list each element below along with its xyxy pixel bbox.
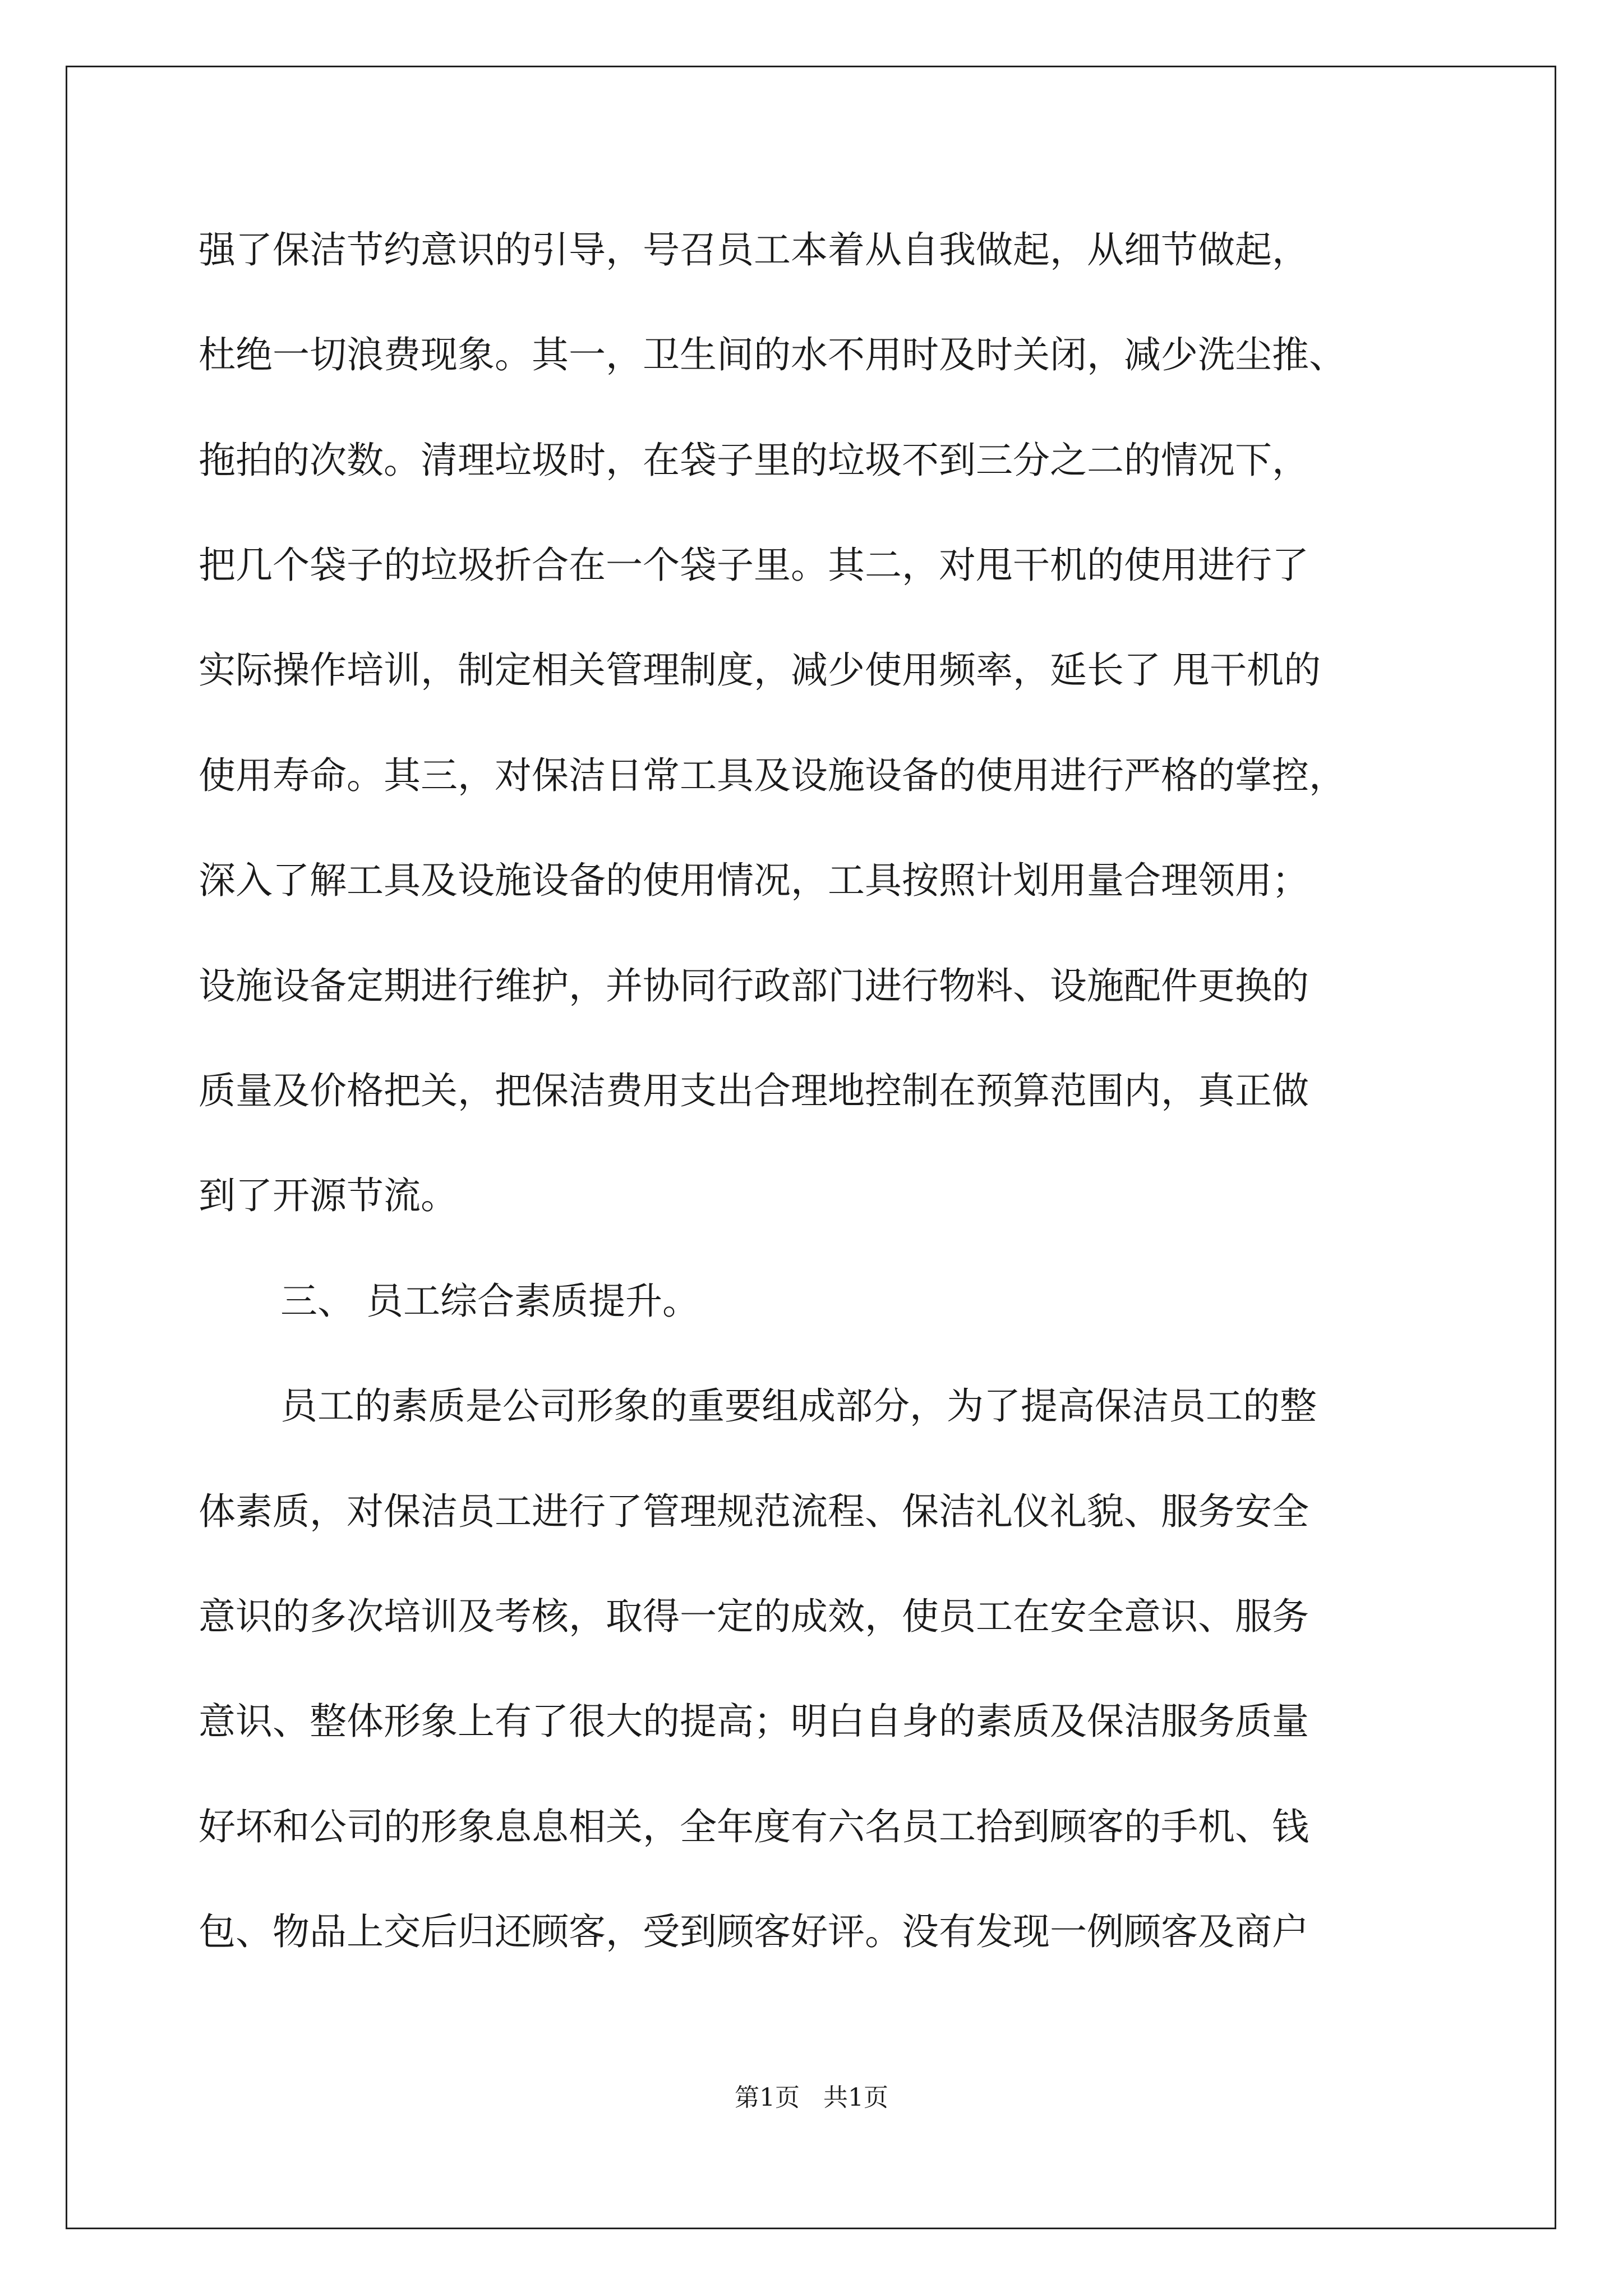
paragraph-line: 体素质，对保洁员工进行了管理规范流程、保洁礼仪礼貌、服务安全 (199, 1490, 1309, 1533)
paragraph-line: 深入了解工具及设施设备的使用情况，工具按照计划用量合理领用； (199, 859, 1309, 902)
page-footer: 第1页 共1页 (735, 2083, 888, 2112)
paragraph-line: 质量及价格把关，把保洁费用支出合理地控制在预算范围内，真正做 (199, 1069, 1309, 1112)
paragraph-line: 把几个袋子的垃圾折合在一个袋子里。其二，对甩干机的使用进行了 (199, 544, 1309, 587)
paragraph-line: 使用寿命。其三，对保洁日常工具及设施设备的使用进行严格的掌控， (199, 754, 1346, 797)
paragraph-line: 拖拍的次数。清理垃圾时，在袋子里的垃圾不到三分之二的情况下， (199, 439, 1309, 482)
paragraph-line: 员工的素质是公司形象的重要组成部分，为了提高保洁员工的整 (280, 1384, 1317, 1428)
paragraph-line: 意识、整体形象上有了很大的提高；明白自身的素质及保洁服务质量 (199, 1700, 1309, 1743)
section-heading: 三、 员工综合素质提升。 (280, 1280, 699, 1323)
paragraph-line: 好坏和公司的形象息息相关，全年度有六名员工拾到顾客的手机、钱 (199, 1805, 1309, 1848)
paragraph-line: 意识的多次培训及考核，取得一定的成效，使员工在安全意识、服务 (199, 1595, 1309, 1638)
paragraph-line: 到了开源节流。 (199, 1174, 458, 1217)
paragraph-line: 强了保洁节约意识的引导，号召员工本着从自我做起，从细节做起， (199, 228, 1309, 272)
paragraph-line: 杜绝一切浪费现象。其一，卫生间的水不用时及时关闭，减少洗尘推、 (199, 333, 1346, 376)
paragraph-line: 包、物品上交后归还顾客，受到顾客好评。没有发现一例顾客及商户 (199, 1910, 1309, 1953)
paragraph-line: 实际操作培训，制定相关管理制度，减少使用频率，延长了 甩干机的 (199, 648, 1321, 692)
paragraph-line: 设施设备定期进行维护，并协同行政部门进行物料、设施配件更换的 (199, 964, 1309, 1007)
